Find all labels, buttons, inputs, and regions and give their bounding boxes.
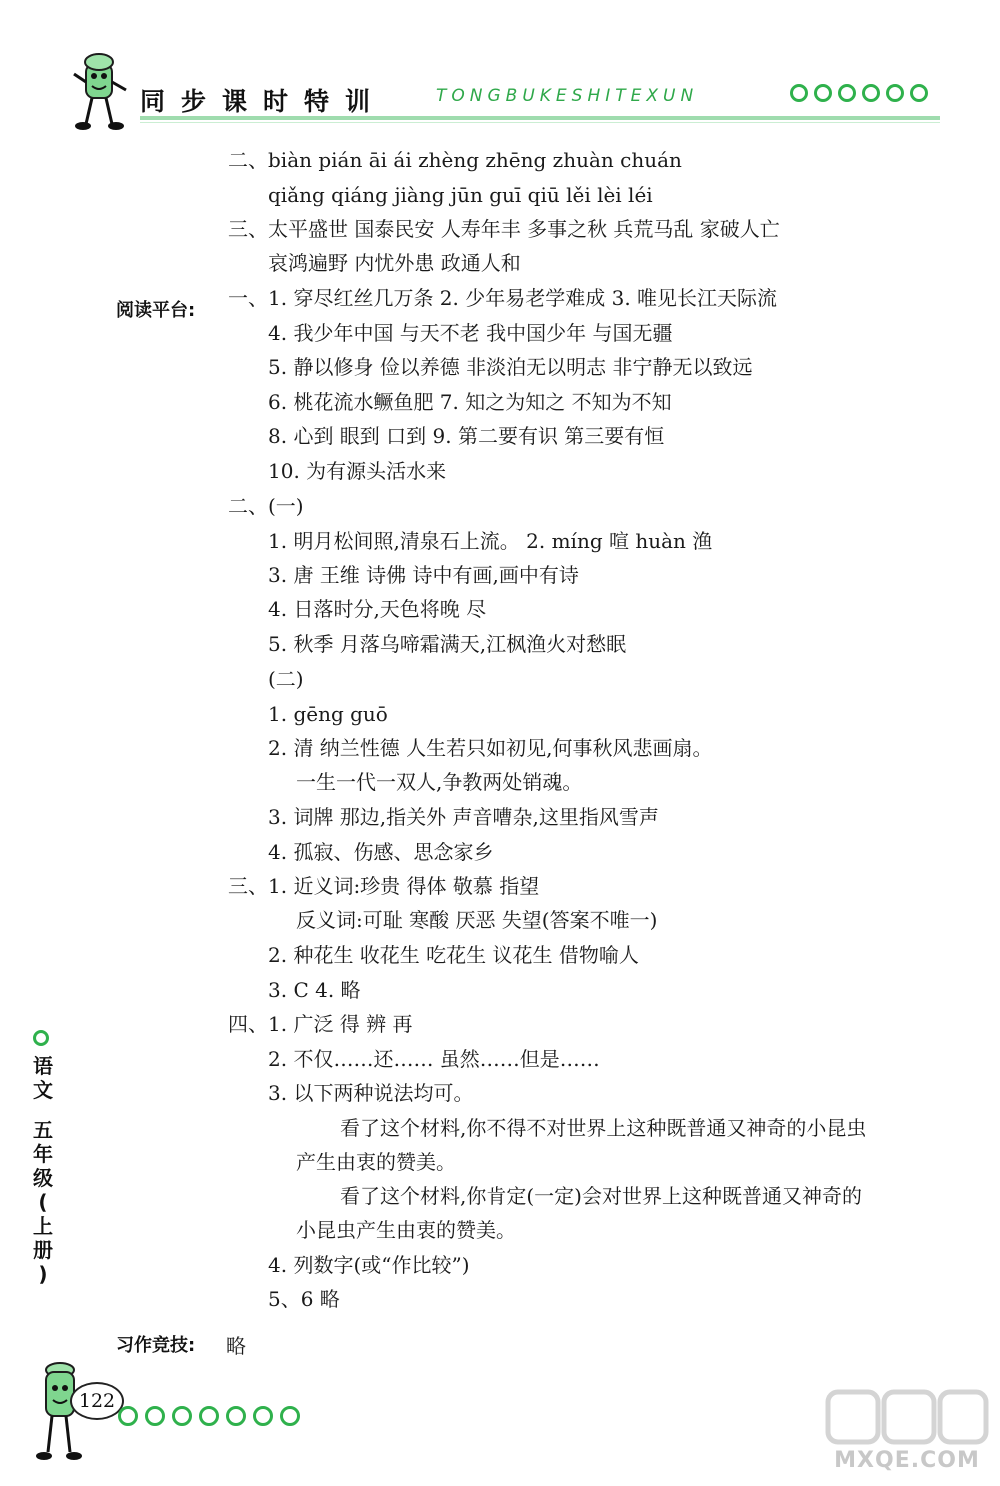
answer-line: 4. 孤寂、伤感、思念家乡	[268, 840, 494, 864]
circle-icon	[280, 1406, 300, 1426]
answer-line: (二)	[268, 667, 304, 691]
answer-line: 2. 不仅……还…… 虽然……但是……	[268, 1047, 600, 1071]
footer-decoration-dots	[118, 1406, 300, 1426]
page-header	[0, 0, 1000, 140]
answer-line: 3. 唐 王维 诗佛 诗中有画,画中有诗	[268, 563, 579, 587]
answer-line: 4. 我少年中国 与天不老 我中国少年 与国无疆	[268, 321, 673, 345]
circle-icon	[226, 1406, 246, 1426]
series-pinyin: TONGBUKESHITEXUN	[436, 86, 699, 106]
section-label-writing: 习作竞技:	[116, 1335, 196, 1356]
answer-line: 看了这个材料,你不得不对世界上这种既普通又神奇的小昆虫	[340, 1116, 867, 1140]
header-rule-thin	[140, 122, 940, 123]
answer-line: 二、(一)	[228, 494, 304, 518]
section-label-reading: 阅读平台:	[116, 300, 196, 321]
answer-line: 8. 心到 眼到 口到 9. 第二要有识 第三要有恒	[268, 424, 665, 448]
answer-line: 看了这个材料,你肯定(一定)会对世界上这种既普通又神奇的	[340, 1184, 862, 1208]
side-subject: 语 文	[33, 1054, 53, 1102]
circle-icon	[910, 84, 928, 102]
answer-line: 3. 以下两种说法均可。	[268, 1081, 474, 1105]
answer-line: 一生一代一双人,争教两处销魂。	[296, 770, 583, 794]
answer-line: 反义词:可耻 寒酸 厌恶 失望(答案不唯一)	[296, 908, 658, 932]
answer-line: 产生由衷的赞美。	[296, 1150, 456, 1174]
answer-line: 四、1. 广泛 得 辨 再	[228, 1012, 413, 1036]
circle-icon	[790, 84, 808, 102]
answer-line: 1. gēng guō	[268, 702, 388, 726]
header-decoration-dots	[790, 84, 928, 102]
header-rule	[140, 116, 940, 120]
pencil-mascot-icon	[72, 46, 132, 136]
answer-line: 1. 明月松间照,清泉石上流。 2. míng 喧 huàn 渔	[268, 529, 713, 553]
answer-line: qiǎng qiáng jiàng jūn guī qiū lěi lèi léi	[268, 183, 653, 207]
series-title: 同步课时特训	[140, 87, 387, 116]
answer-line: 一、1. 穿尽红丝几万条 2. 少年易老学难成 3. 唯见长江天际流	[228, 286, 778, 310]
answer-line: 6. 桃花流水鳜鱼肥 7. 知之为知之 不知为不知	[268, 390, 672, 414]
writing-answer: 略	[226, 1334, 246, 1358]
answer-line: 5. 静以修身 俭以养德 非淡泊无以明志 非宁静无以致远	[268, 355, 753, 379]
circle-icon	[814, 84, 832, 102]
side-circle-icon	[33, 1030, 49, 1046]
answer-line: 10. 为有源头活水来	[268, 459, 447, 483]
answer-line: 4. 日落时分,天色将晚 尽	[268, 597, 487, 621]
watermark-text: MXQE.COM	[834, 1448, 980, 1473]
page-number: 122	[70, 1382, 124, 1420]
circle-icon	[145, 1406, 165, 1426]
answer-line: 小昆虫产生由衷的赞美。	[296, 1218, 516, 1242]
answer-line: 3. 词牌 那边,指关外 声音嘈杂,这里指风雪声	[268, 805, 659, 829]
answer-line: 哀鸿遍野 内忧外患 政通人和	[268, 251, 521, 275]
answer-line: 4. 列数字(或“作比较”)	[268, 1253, 470, 1277]
answer-line: 5、6 略	[268, 1287, 340, 1311]
side-grade: 五 年 级 ( 上 册 )	[33, 1118, 53, 1286]
answer-line: 2. 清 纳兰性德 人生若只如初见,何事秋风悲画扇。	[268, 736, 713, 760]
answer-line: 2. 种花生 收花生 吃花生 议花生 借物喻人	[268, 943, 639, 967]
answer-line: 5. 秋季 月落乌啼霜满天,江枫渔火对愁眠	[268, 632, 627, 656]
circle-icon	[838, 84, 856, 102]
answer-line: 二、biàn pián āi ái zhèng zhēng zhuàn chuán	[228, 148, 682, 172]
answer-line: 三、1. 近义词:珍贵 得体 敬慕 指望	[228, 874, 540, 898]
circle-icon	[862, 84, 880, 102]
circle-icon	[118, 1406, 138, 1426]
circle-icon	[172, 1406, 192, 1426]
circle-icon	[199, 1406, 219, 1426]
answer-line: 三、太平盛世 国泰民安 人寿年丰 多事之秋 兵荒马乱 家破人亡	[228, 217, 780, 241]
answer-line: 3. C 4. 略	[268, 978, 361, 1002]
circle-icon	[886, 84, 904, 102]
circle-icon	[253, 1406, 273, 1426]
